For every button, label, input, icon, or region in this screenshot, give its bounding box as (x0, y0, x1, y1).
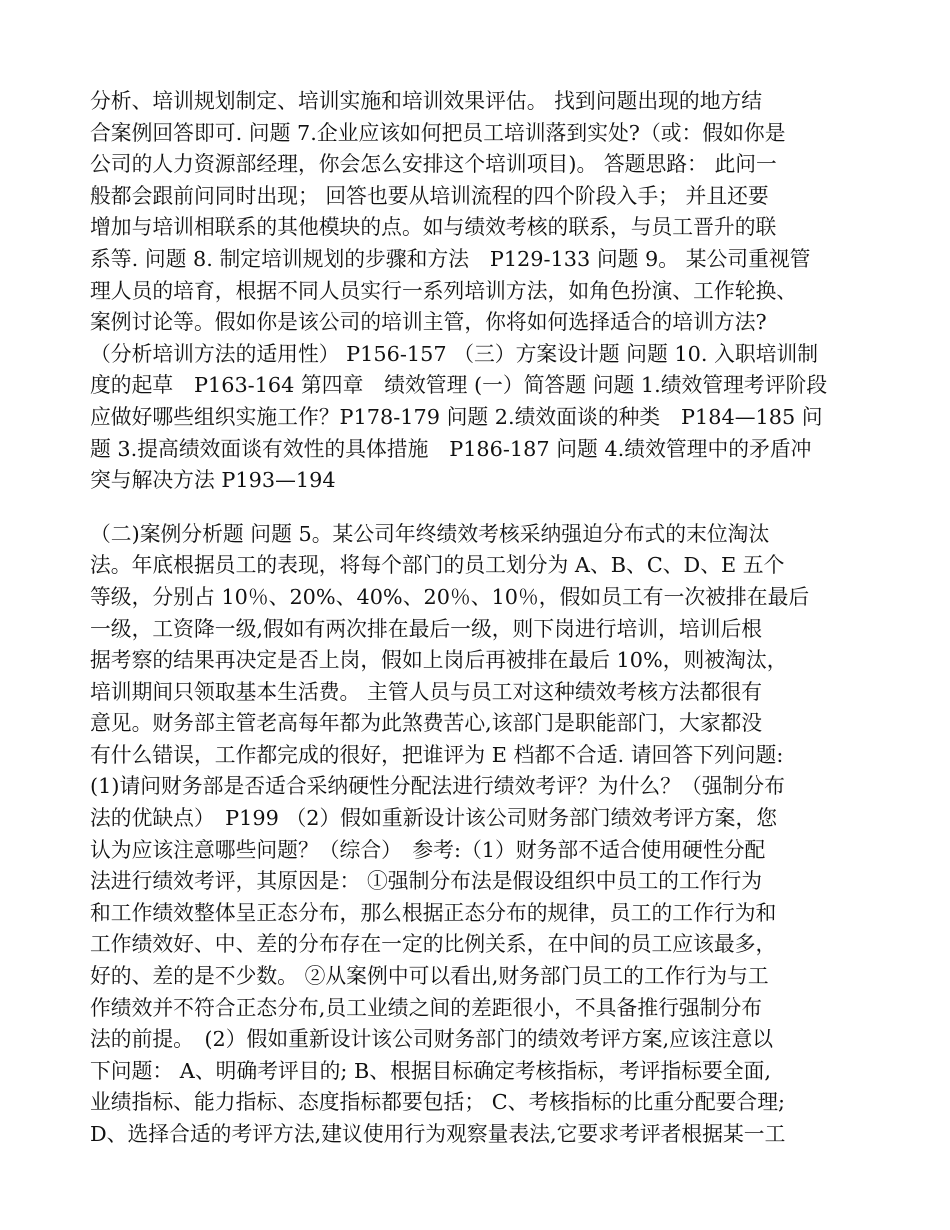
text-line: 认为应该注意哪些问题？（综合） 参考:（1）财务部不适合使用硬性分配 (90, 837, 766, 862)
text-line: 业绩指标、能力指标、态度指标都要包括； C、考核指标的比重分配要合理; (90, 1090, 786, 1115)
text-line: （分析培训方法的适用性） P156-157 （三）方案设计题 问题 10. 入职培训制 (90, 341, 819, 366)
paragraph-spacer (90, 497, 870, 519)
text-line: 和工作绩效整体呈正态分布，那么根据正态分布的规律，员工的工作行为和 (90, 900, 777, 925)
text-line: 意见。财务部主管老高每年都为此煞费苦心,该部门是职能部门，大家都没 (90, 711, 763, 736)
text-line: 理人员的培育，根据不同人员实行一系列培训方法，如角色扮演、工作轮换、 (90, 278, 798, 303)
text-line: (1)请问财务部是否适合采纳硬性分配法进行绩效考评？为什么？（强制分布 (90, 774, 785, 799)
text-line: 系等. 问题 8. 制定培训规划的步骤和方法 P129-133 问题 9。 某公司重视管 (90, 246, 811, 271)
text-line: 分析、培训规划制定、培训实施和培训效果评估。 找到问题出现的地方结 (90, 89, 763, 113)
text-line: 法进行绩效考评，其原因是： ①强制分布法是假设组织中员工的工作行为 (90, 869, 763, 894)
text-line: 合案例回答即可. 问题 7.企业应该如何把员工培训落到实处?（或：假如你是 (90, 120, 786, 145)
text-line: 培训期间只领取基本生活费。 主管人员与员工对这种绩效考核方法都很有 (90, 679, 763, 704)
document-page (90, 86, 870, 1151)
paragraph-1 (90, 86, 870, 497)
text-line: 度的起草 P163-164 第四章 绩效管理 (一）简答题 问题 1.绩效管理考评阶段 (90, 373, 828, 398)
text-line: 法的前提。 (2）假如重新设计该公司财务部门的绩效考评方案,应该注意以 (90, 1027, 774, 1052)
text-line: 案例讨论等。假如你是该公司的培训主管，你将如何选择适合的培训方法? (90, 310, 767, 335)
text-line: 好的、差的是不少数。 ②从案例中可以看出,财务部门员工的工作行为与工 (90, 964, 769, 989)
text-line: 题 3.提高绩效面谈有效性的具体措施 P186-187 问题 4.绩效管理中的矛盾冲 (90, 436, 812, 461)
text-line: 应做好哪些组织实施工作？P178-179 问题 2.绩效面谈的种类 P184—185 问 (90, 404, 823, 429)
text-line: 据考察的结果再决定是否上岗，假如上岗后再被排在最后 10%，则被淘汰， (90, 648, 788, 673)
text-line: 一级，工资降一级,假如有两次排在最后一级，则下岗进行培训，培训后根 (90, 616, 763, 641)
paragraph-2 (90, 519, 870, 1151)
text-line: 作绩效并不符合正态分布,员工业绩之间的差距很小，不具备推行强制分布 (90, 995, 763, 1020)
text-line: 公司的人力资源部经理，你会怎么安排这个培训项目)。 答题思路： 此问一 (90, 152, 777, 177)
text-line: 法。年底根据员工的表现，将每个部门的员工划分为 A、B、C、D、E 五个 (90, 553, 785, 578)
text-line: 下问题： A、明确考评目的; B、根据目标确定考核指标，考评指标要全面, (90, 1058, 772, 1083)
text-line: 等级，分别占 10％、20%、40%、20％、10％，假如员工有一次被排在最后 (90, 584, 810, 609)
text-line: 突与解决方法 P193—194 (90, 468, 336, 493)
text-line: 增加与培训相联系的其他模块的点。如与绩效考核的联系，与员工晋升的联 (90, 215, 777, 240)
text-line: 工作绩效好、中、差的分布存在一定的比例关系，在中间的员工应该最多， (90, 932, 777, 957)
text-line: 般都会跟前问同时出现； 回答也要从培训流程的四个阶段入手； 并且还要 (90, 183, 769, 208)
text-line: 有什么错误，工作都完成的很好，把谁评为 E 档都不合适. 请回答下列问题: (90, 742, 784, 767)
text-line: 法的优缺点） P199 （2）假如重新设计该公司财务部门绩效考评方案，您 (90, 806, 778, 831)
text-line: D、选择合适的考评方法,建议使用行为观察量表法,它要求考评者根据某一工 (90, 1122, 786, 1146)
text-line: （二)案例分析题 问题 5。某公司年终绩效考核采纳强迫分布式的末位淘汰 (90, 521, 770, 546)
